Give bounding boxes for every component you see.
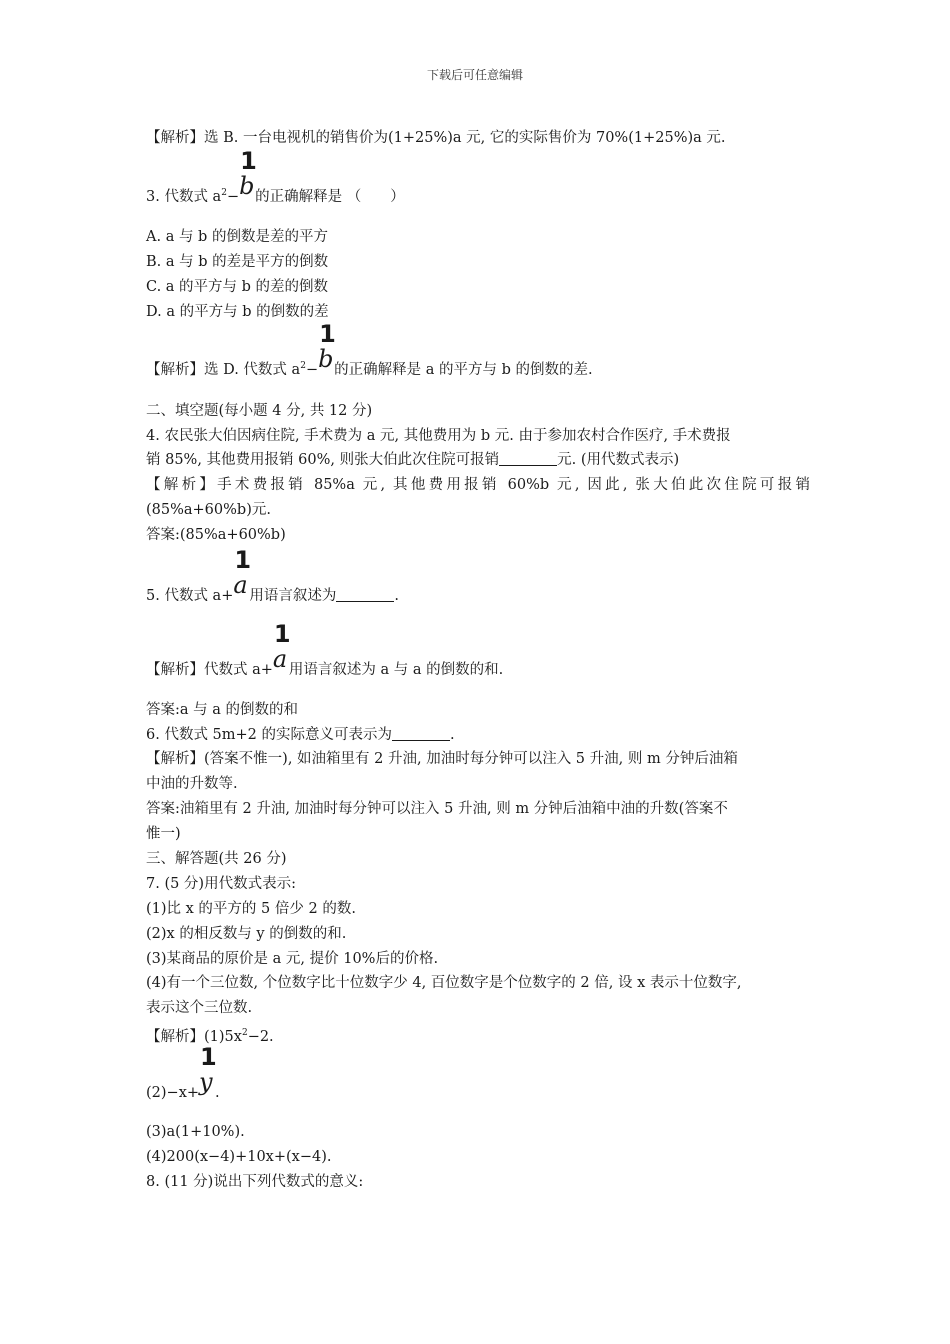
question-7: 7. (5 分)用代数式表示:	[146, 876, 296, 892]
question-4-line2: 销 85%, 其他费用报销 60%, 则张大伯此次住院可报销 元. (用代数式表示)	[146, 452, 680, 468]
answer-4: 答案:(85%a+60%b)	[146, 527, 286, 543]
analysis-7-part3: (3)a(1+10%).	[146, 1124, 245, 1140]
answer-6-line2: 惟一)	[146, 826, 181, 842]
page-header: 下载后可任意编辑	[426, 68, 523, 82]
section-2-heading: 二、填空题(每小题 4 分, 共 12 分)	[146, 403, 373, 419]
option-a: A. a 与 b 的倒数是差的平方	[146, 229, 328, 245]
question-7-part4-line1: (4)有一个三位数, 个位数字比十位数字少 4, 百位数字是个位数字的 2 倍, 设 x 表示十位数字,	[146, 975, 742, 991]
question-5: 5. 代数式 a+ 1 a 用语言叙述为 .	[146, 546, 399, 604]
option-b: B. a 与 b 的差是平方的倒数	[146, 254, 329, 270]
fraction-one-over-b: 1 b	[239, 147, 257, 200]
question-7-part3: (3)某商品的原价是 a 元, 提价 10%后的价格.	[146, 951, 439, 967]
answer-6-line1: 答案:油箱里有 2 升油, 加油时每分钟可以注入 5 升油, 则 m 分钟后油箱中油的升数(答案不	[146, 801, 728, 817]
question-8: 8. (11 分)说出下列代数式的意义:	[146, 1174, 364, 1190]
analysis-7-part2: (2)−x+ 1 y .	[146, 1043, 220, 1101]
question-7-part4-line2: 表示这个三位数.	[146, 1000, 253, 1016]
analysis-6-line1: 【解析】(答案不惟一), 如油箱里有 2 升油, 加油时每分钟可以注入 5 升油, 则 m 分钟后油箱	[146, 751, 738, 767]
option-c: C. a 的平方与 b 的差的倒数	[146, 279, 329, 295]
question-4-line1: 4. 农民张大伯因病住院, 手术费为 a 元, 其他费用为 b 元. 由于参加农村合作医疗, 手术费报	[146, 428, 731, 444]
analysis-6-line2: 中油的升数等.	[146, 776, 238, 792]
fraction-one-over-a: 1 a	[272, 620, 291, 673]
question-7-part2: (2)x 的相反数与 y 的倒数的和.	[146, 926, 347, 942]
fraction-one-over-a: 1 a	[233, 546, 252, 599]
analysis-4-line1: 【解析】手术费报销 85%a 元, 其他费用报销 60%b 元, 因此, 张大伯此次住院可报销	[146, 477, 810, 493]
answer-blank	[392, 726, 450, 741]
analysis-line: 【解析】选 B. 一台电视机的销售价为(1+25%)a 元, 它的实际售价为 70%(1+25%)a 元.	[146, 130, 726, 146]
fraction-one-over-b: 1 b	[318, 320, 336, 373]
question-6: 6. 代数式 5m+2 的实际意义可表示为 .	[146, 727, 455, 743]
answer-5: 答案:a 与 a 的倒数的和	[146, 702, 299, 718]
analysis-7-part1: 【解析】$(1)5x^2-2$.	[146, 1028, 274, 1045]
section-3-heading: 三、解答题(共 26 分)	[146, 851, 287, 867]
answer-blank	[499, 451, 557, 466]
analysis-7-part4: (4)200(x−4)+10x+(x−4).	[146, 1149, 332, 1165]
fraction-one-over-y: 1 y	[199, 1043, 217, 1096]
question-3: 3. 代数式 $a^2-$ 1 b 的正确解释是 （ ）	[146, 147, 405, 205]
analysis-5: 【解析】代数式 a+ 1 a 用语言叙述为 a 与 a 的倒数的和.	[146, 620, 504, 678]
answer-blank	[336, 587, 394, 602]
question-7-part1: (1)比 x 的平方的 5 倍少 2 的数.	[146, 901, 356, 917]
analysis-3: 【解析】选 D. 代数式 $a^2-$ 1 b 的正确解释是 a 的平方与 b 的倒数的差.	[146, 320, 593, 378]
option-d: D. a 的平方与 b 的倒数的差	[146, 304, 329, 320]
analysis-4-line2: (85%a+60%b)元.	[146, 502, 271, 518]
